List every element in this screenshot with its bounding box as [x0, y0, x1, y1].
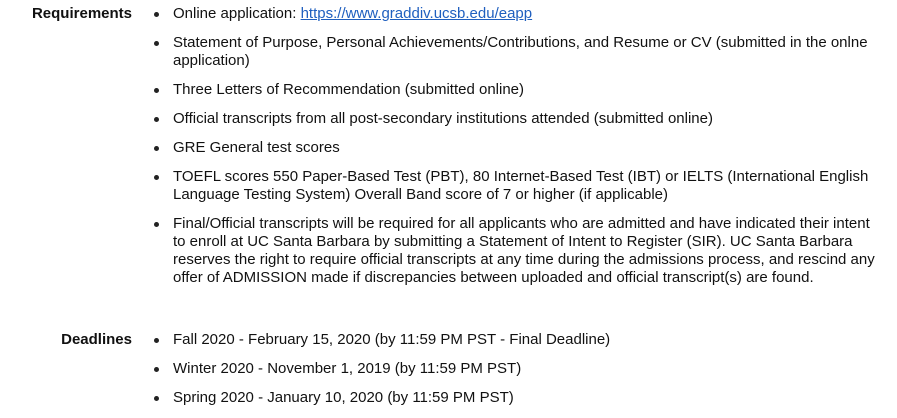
application-prefix: Online application: [173, 5, 301, 22]
list-item-text: GRE General test scores [173, 139, 340, 156]
list-item-text: Official transcripts from all post-secondary institutions attended (submitted online) [173, 110, 713, 127]
list-item-text: Fall 2020 - February 15, 2020 (by 11:59 PM PST - Final Deadline) [173, 331, 611, 348]
list-item-text: Statement of Purpose, Personal Achievements/Contributions, and Resume or CV (submitted in the onlne application) [173, 34, 868, 69]
list-item [154, 389, 884, 407]
bullet-icon [154, 146, 159, 151]
deadlines-heading: Deadlines [61, 331, 132, 348]
list-item-text: Spring 2020 - January 10, 2020 (by 11:59 PM PST) [173, 389, 514, 406]
bullet-icon [154, 88, 159, 93]
application-link[interactable]: https://www.graddiv.ucsb.edu/eapp [300, 5, 533, 22]
list-item-text: TOEFL scores 550 Paper-Based Test (PBT), 80 Internet-Based Test (IBT) or IELTS (International English Language Testing System) Overall Band score of 7 or higher (if applicable) [173, 168, 869, 203]
requirements-heading: Requirements [31, 5, 132, 22]
list-item [154, 139, 884, 157]
list-item [154, 34, 884, 70]
list-item [154, 5, 884, 23]
list-item-text: Three Letters of Recommendation (submitted online) [173, 81, 525, 98]
bullet-icon [154, 222, 159, 227]
bullet-icon [154, 41, 159, 46]
bullet-icon [154, 117, 159, 122]
bullet-icon [154, 367, 159, 372]
bullet-icon [154, 175, 159, 180]
list-item [154, 81, 884, 99]
list-item-text: Final/Official transcripts will be required for all applicants who are admitted and have indicated their intent to enroll at UC Santa Barbara by submitting a Statement of Intent to Register (SIR). UC Santa Barbara reserves the right to require official transcripts at any time during the admissions process, and rescind any offer of ADMISSION made if discrepancies between uploaded and official transcript(s) are found. [173, 215, 875, 286]
list-item [154, 110, 884, 128]
list-item [154, 360, 884, 378]
bullet-icon [154, 338, 159, 343]
list-item [154, 215, 884, 287]
deadlines-list [154, 331, 884, 418]
bullet-icon [154, 396, 159, 401]
bullet-icon [154, 12, 159, 17]
list-item [154, 168, 884, 204]
list-item [154, 331, 884, 349]
requirements-list [154, 5, 884, 298]
list-item-text: Winter 2020 - November 1, 2019 (by 11:59 PM PST) [173, 360, 522, 377]
